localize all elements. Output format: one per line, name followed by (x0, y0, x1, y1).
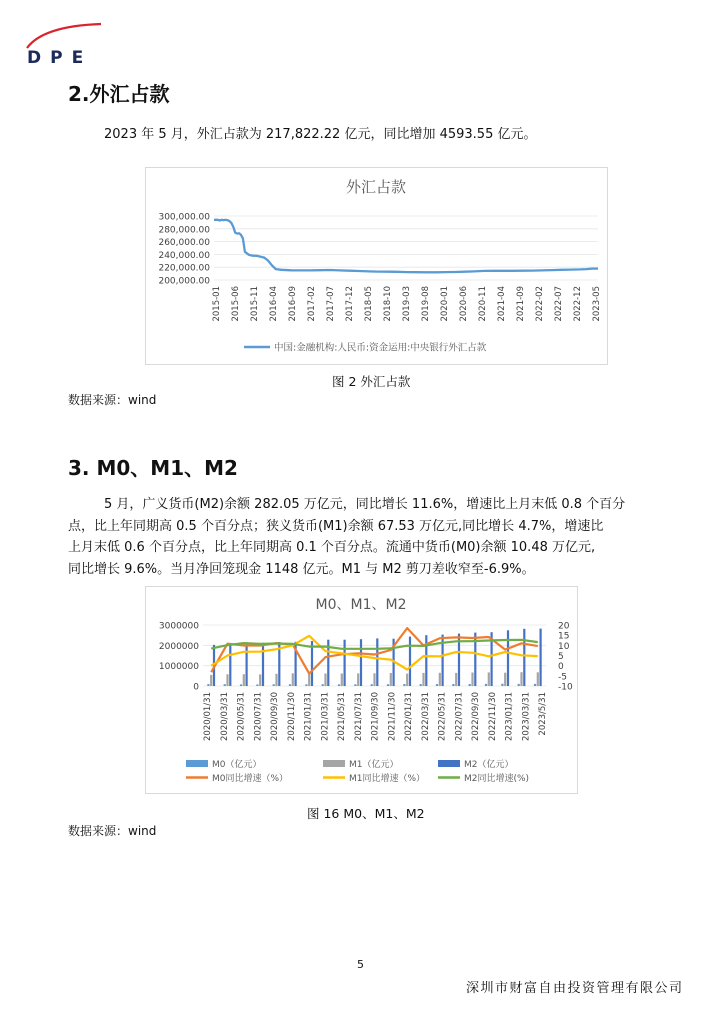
x-tick-label: 2021-04 (497, 286, 507, 322)
x-tick-label: 2019-08 (421, 286, 431, 322)
x-tick-label: 2015-11 (250, 286, 260, 322)
bar-m2 (507, 630, 509, 686)
chart-fx-container (145, 167, 608, 365)
x-tick-label: 2022/09/30 (471, 692, 481, 741)
bar-m0 (387, 684, 389, 686)
bar-m2 (523, 629, 525, 686)
series-line-m2-yoy (211, 640, 538, 649)
y-right-tick-label: 20 (558, 621, 570, 632)
bar-m0 (305, 684, 307, 686)
bar-m1 (439, 673, 441, 686)
paragraph-line: 5 月，广义货币(M2)余额 282.05 万亿元，同比增长 11.6%，增速比上月末低 0.8 个百分 (104, 497, 626, 512)
bar-m1 (243, 674, 245, 686)
x-tick-label: 2023-05 (592, 286, 602, 322)
series-line-fx (214, 220, 598, 272)
chart-money (146, 587, 577, 793)
legend-swatch (186, 760, 208, 767)
x-tick-label: 2022-02 (535, 286, 545, 322)
x-tick-label: 2020/05/31 (236, 692, 247, 741)
bar-m1 (406, 674, 408, 686)
bar-m2 (229, 644, 231, 686)
figure-caption-money: 图 16 M0、M1、M2 (307, 806, 425, 821)
x-tick-label: 2023/01/31 (504, 692, 515, 741)
x-tick-label: 2021/03/31 (320, 692, 331, 741)
legend-swatch (438, 760, 460, 767)
bar-m0 (452, 684, 454, 686)
bar-m0 (338, 684, 340, 686)
y-right-tick-label: 15 (558, 631, 570, 642)
x-tick-label: 2019-03 (402, 286, 412, 322)
bar-m0 (240, 684, 242, 686)
bar-m2 (311, 641, 313, 686)
bar-m0 (501, 684, 503, 686)
section-heading-fx: 2.外汇占款 (68, 82, 170, 106)
paragraph-line: 上月末低 0.6 个百分点，比上年同期高 0.1 个百分点。流通中货币(M0)余额 10.48 万亿元, (68, 540, 596, 555)
y-left-tick-label: 1000000 (158, 662, 199, 673)
x-tick-label: 2022/11/30 (487, 692, 498, 741)
x-tick-label: 2016-04 (269, 286, 279, 322)
x-tick-label: 2018-05 (364, 286, 374, 322)
bar-m0 (273, 684, 275, 686)
bar-m1 (275, 674, 277, 686)
legend-label: M1同比增速（%） (349, 774, 426, 784)
x-tick-label: 2022/07/31 (454, 692, 465, 741)
chart-title: 外汇占款 (345, 178, 407, 196)
paragraph-line: 同比增长 9.6%。当月净回笼现金 1148 亿元。M1 与 M2 剪刀差收窄至-6.9%。 (68, 561, 535, 577)
x-tick-label: 2020/07/31 (253, 692, 264, 741)
bar-m1 (226, 674, 228, 686)
chart-money-container (145, 586, 578, 794)
x-tick-label: 2022/03/31 (420, 692, 431, 741)
x-tick-label: 2020-11 (478, 286, 488, 322)
y-tick-label: 300,000.00 (158, 212, 210, 223)
bar-m1 (357, 673, 359, 686)
x-tick-label: 2020/11/30 (286, 692, 297, 741)
bar-m0 (224, 684, 226, 686)
bar-m2 (246, 643, 248, 686)
bar-m2 (409, 637, 411, 686)
legend-label: M0（亿元） (212, 760, 262, 770)
x-tick-label: 2017-12 (345, 286, 355, 322)
y-tick-label: 280,000.00 (158, 225, 210, 236)
chart-title: M0、M1、M2 (315, 597, 407, 613)
y-tick-label: 200,000.00 (158, 276, 210, 287)
y-right-tick-label: 10 (558, 641, 570, 652)
y-tick-label: 220,000.00 (158, 263, 210, 274)
x-tick-label: 2020-06 (459, 286, 469, 322)
x-tick-label: 2021/05/31 (337, 692, 347, 741)
bar-m0 (403, 684, 405, 686)
bar-m1 (259, 674, 261, 686)
bar-m1 (373, 673, 375, 686)
bar-m1 (292, 673, 294, 686)
x-tick-label: 2020/09/30 (270, 692, 280, 741)
y-tick-label: 240,000.00 (158, 250, 210, 261)
bar-m1 (455, 673, 457, 686)
legend-label: M2（亿元） (464, 760, 514, 770)
bar-m2 (344, 640, 346, 686)
x-tick-label: 2022/01/31 (404, 692, 414, 741)
x-tick-label: 2023/03/31 (521, 692, 532, 741)
bar-m0 (420, 684, 422, 686)
y-right-tick-label: 5 (558, 652, 564, 662)
legend-swatch (323, 760, 345, 767)
x-tick-label: 2023/5/31 (538, 692, 548, 736)
bar-m1 (488, 672, 490, 686)
x-tick-label: 2022/05/31 (437, 692, 448, 741)
bar-m0 (534, 684, 536, 686)
logo-text: DPE (27, 48, 93, 68)
bar-m1 (504, 673, 506, 686)
y-right-tick-label: -10 (558, 682, 573, 693)
x-tick-label: 2021/01/31 (303, 692, 314, 741)
company-name: 深圳市财富自由投资管理有限公司 (466, 981, 684, 996)
logo-swoosh (27, 24, 101, 48)
x-tick-label: 2020-01 (440, 286, 450, 322)
page-number: 5 (357, 958, 364, 971)
x-tick-label: 2017-07 (326, 286, 336, 322)
y-right-tick-label: 0 (558, 662, 564, 673)
bar-m0 (436, 684, 438, 686)
bar-m0 (322, 684, 324, 686)
bar-m2 (262, 643, 264, 686)
bar-m1 (341, 674, 343, 687)
bar-m0 (207, 684, 209, 686)
x-tick-label: 2015-06 (231, 286, 241, 322)
y-tick-label: 260,000.00 (158, 238, 210, 249)
paragraph-fx: 2023 年 5 月，外汇占款为 217,822.22 亿元，同比增加 4593.55 亿元。 (104, 127, 537, 142)
x-tick-label: 2020/01/31 (203, 692, 213, 741)
bar-m1 (520, 672, 522, 686)
bar-m1 (471, 673, 473, 687)
bar-m0 (371, 684, 373, 686)
chart-fx (146, 168, 607, 364)
bar-m1 (390, 673, 392, 686)
x-tick-label: 2015-01 (212, 286, 222, 322)
figure-caption-fx: 图 2 外汇占款 (332, 374, 411, 389)
bar-m0 (354, 684, 356, 686)
x-tick-label: 2017-02 (307, 286, 317, 322)
x-tick-label: 2022-07 (554, 286, 564, 322)
paragraph-line: 点，比上年同期高 0.5 个百分点；狭义货币(M1)余额 67.53 万亿元,同比增长 4.7%，增速比 (68, 518, 604, 534)
legend-label: 中国:金融机构:人民币:资金运用:中央银行外汇占款 (274, 342, 487, 354)
bar-m2 (540, 629, 542, 686)
x-tick-label: 2021/11/30 (387, 692, 398, 741)
bar-m0 (469, 684, 471, 686)
section-heading-money: 3. M0、M1、M2 (68, 456, 238, 480)
x-tick-label: 2021/09/30 (370, 692, 381, 741)
y-left-tick-label: 2000000 (158, 641, 199, 652)
bar-m1 (422, 673, 424, 686)
bar-m1 (537, 672, 539, 686)
bar-m1 (210, 675, 212, 686)
bar-m0 (518, 684, 520, 686)
bar-m0 (289, 684, 291, 686)
legend-label: M2同比增速(%) (464, 774, 530, 784)
y-left-tick-label: 3000000 (158, 621, 199, 632)
x-tick-label: 2016-09 (288, 286, 298, 322)
data-source-money: 数据来源：wind (68, 824, 157, 838)
bar-m0 (485, 684, 487, 686)
bar-m2 (376, 638, 378, 686)
bar-m1 (308, 673, 310, 686)
x-tick-label: 2018-10 (383, 286, 393, 322)
y-right-tick-label: -5 (558, 672, 567, 683)
bar-m2 (360, 639, 362, 686)
legend-label: M1（亿元） (349, 760, 399, 770)
x-tick-label: 2020/03/31 (219, 692, 230, 741)
data-source-fx: 数据来源：wind (68, 393, 157, 407)
x-tick-label: 2021/07/31 (353, 692, 364, 741)
bar-m1 (324, 674, 326, 687)
legend-label: M0同比增速（%） (212, 774, 289, 784)
y-left-tick-label: 0 (193, 682, 199, 693)
paragraph-money (68, 494, 658, 580)
x-tick-label: 2022-12 (573, 286, 583, 322)
x-tick-label: 2021-09 (516, 286, 526, 322)
bar-m0 (256, 684, 258, 686)
